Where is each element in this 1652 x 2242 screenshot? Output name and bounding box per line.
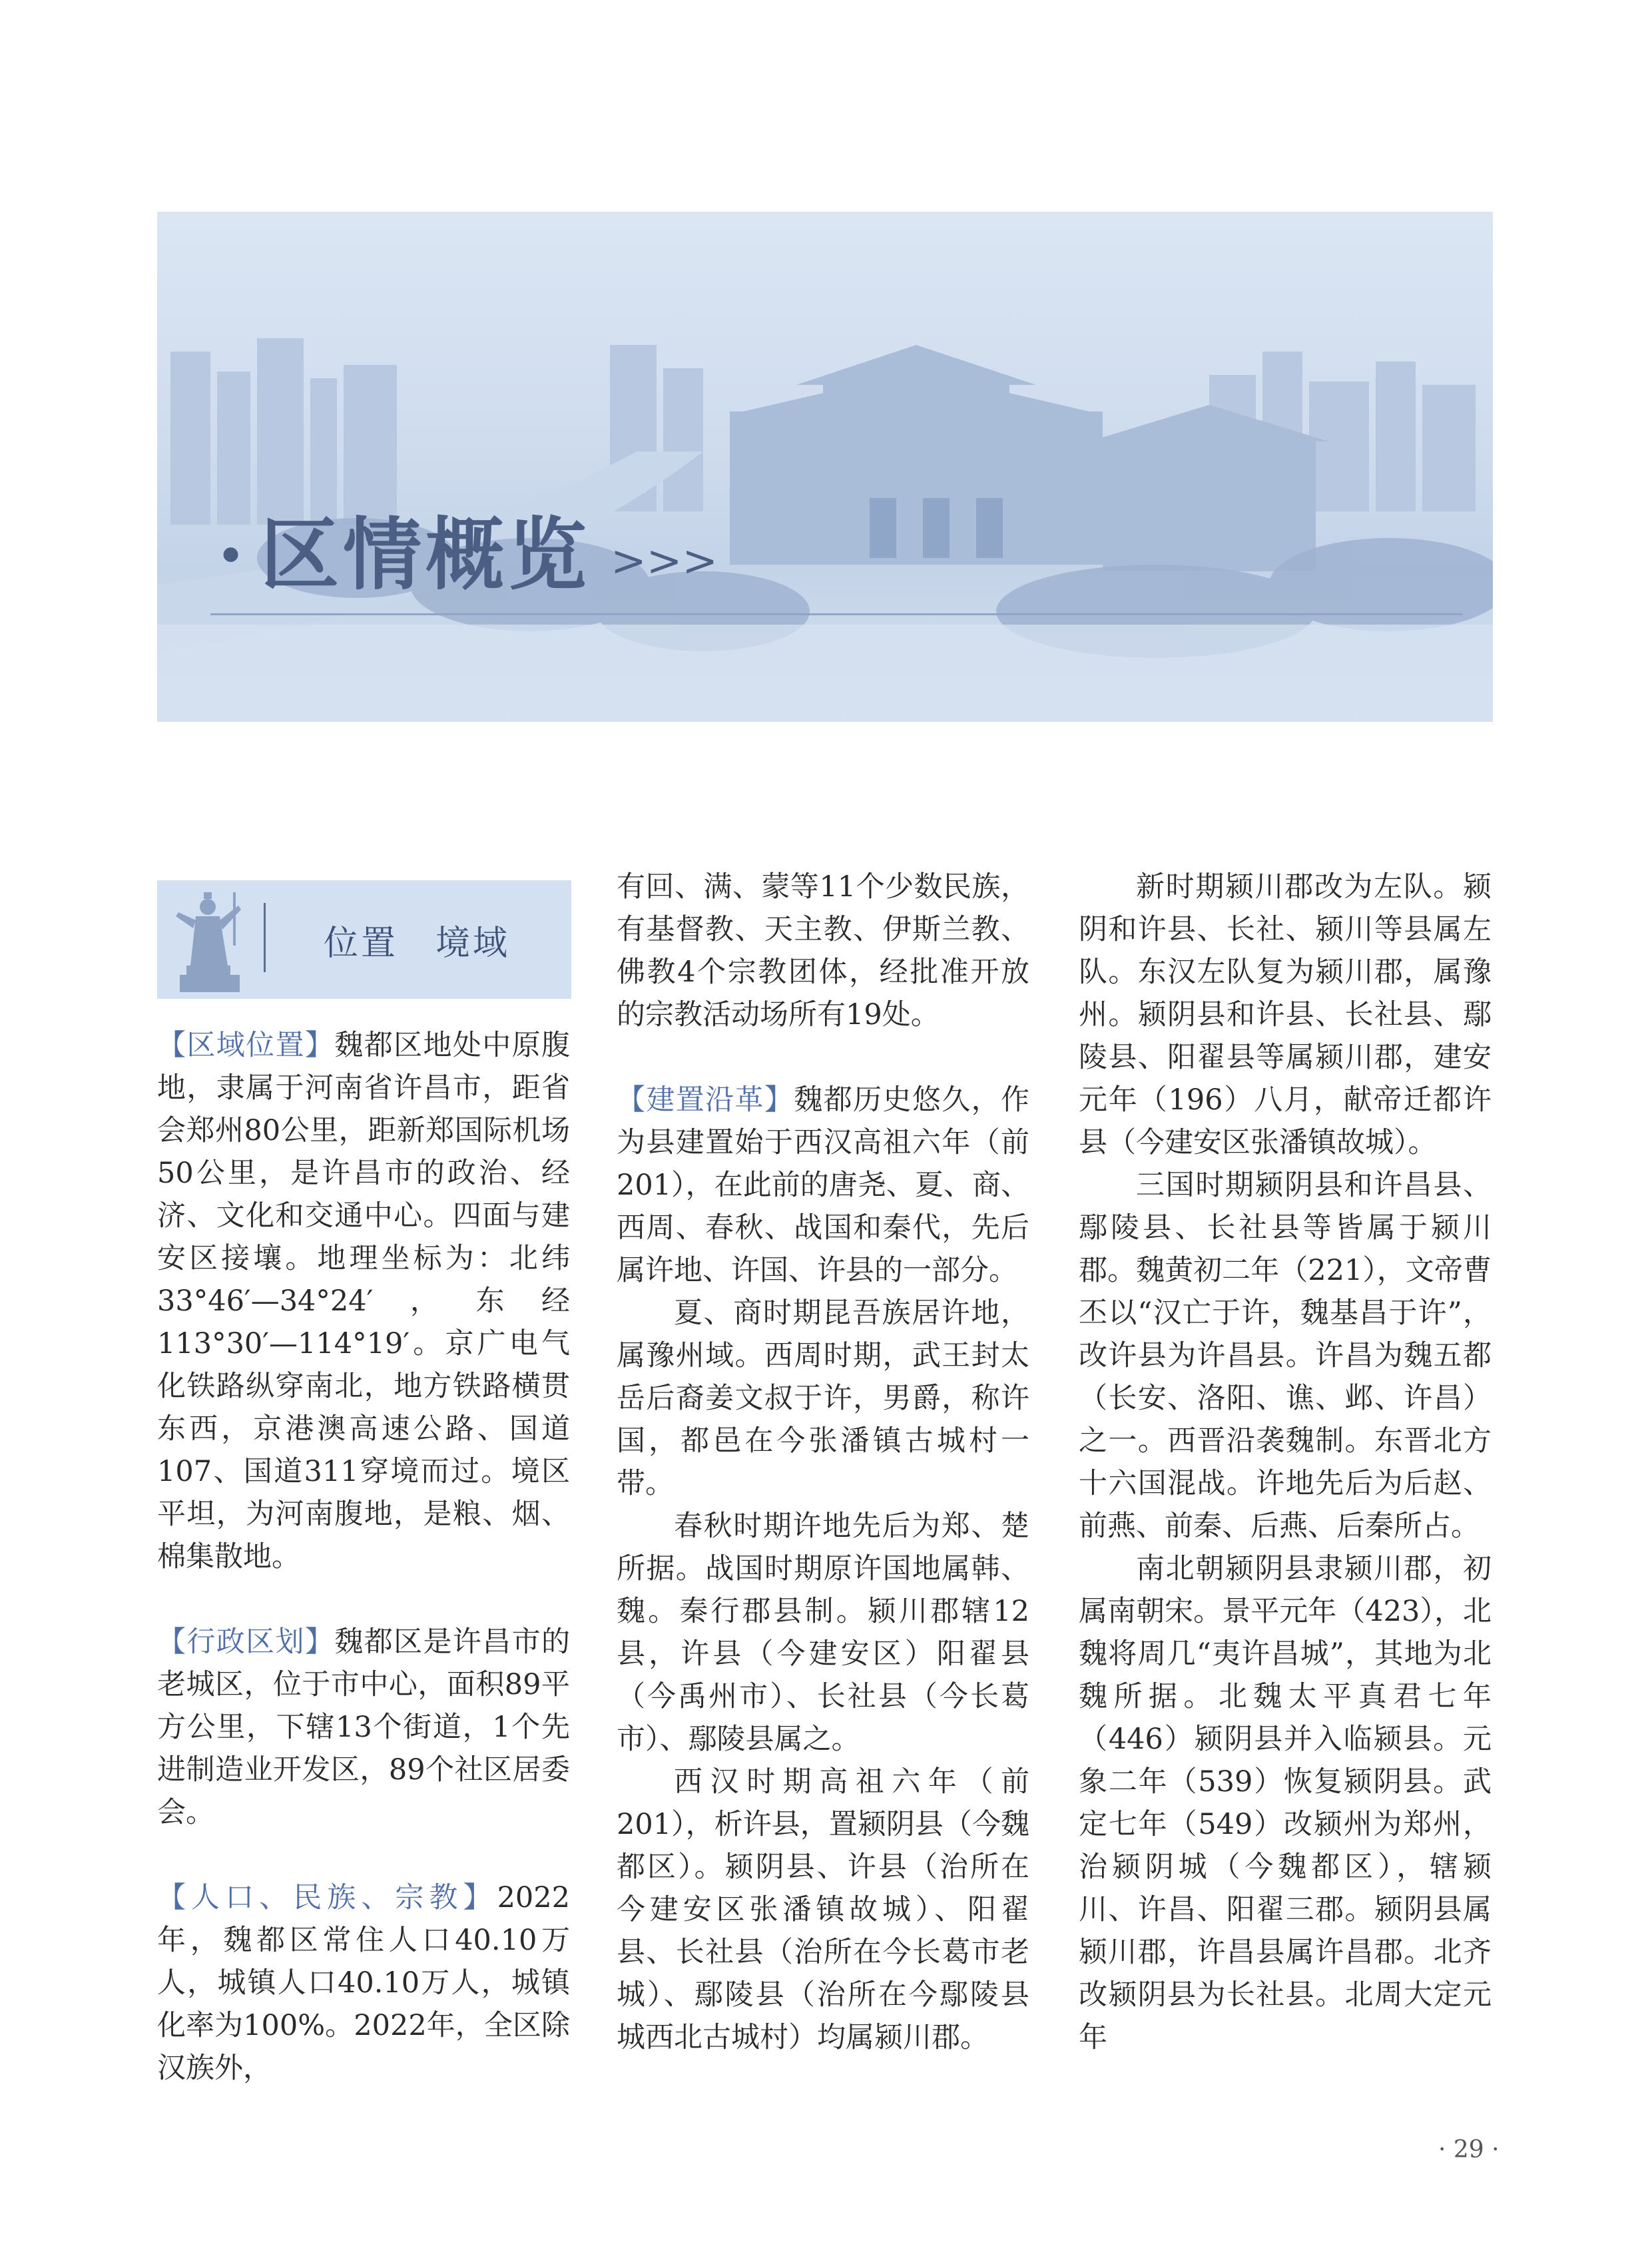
header-divider-line	[264, 903, 266, 972]
paragraph-administrative-division	[157, 1621, 570, 1834]
header-banner	[157, 212, 1493, 722]
paragraph-history	[617, 1079, 1029, 1292]
paragraph-xin-dynasty: 新时期颍川郡改为左队。颍阴和许县、长社、颍川等县属左队。东汉左队复为颍川郡，属豫州。颍阴县和许县、长社县、鄢陵县、阳翟县等属颍川郡，建安元年（196）八月，献帝迁都许县（今建安区张潘镇故城）。	[1079, 870, 1492, 1159]
paragraph-population	[157, 1876, 570, 2090]
subsection-header	[157, 880, 571, 999]
subsection-title: 位置 境域	[324, 924, 511, 964]
column-3	[1079, 866, 1492, 2059]
tag-administrative-division: 【行政区划】	[157, 1625, 335, 1659]
column-2	[617, 866, 1029, 2059]
title-arrows: >>>	[611, 537, 718, 586]
statue-icon	[166, 886, 253, 996]
page-number: · 29 ·	[1438, 2136, 1500, 2163]
section-title	[217, 491, 718, 605]
banner-divider	[210, 613, 1462, 615]
paragraph-western-han: 西汉时期高祖六年（前201），析许县，置颍阴县（今魏都区）。颍阴县、许县（治所在今建安区张潘镇故城）、阳翟县、长社县（治所在今长葛市老城）、鄢陵县（治所在今鄢陵县城西北古城村）均属颍川郡。	[617, 1765, 1029, 2054]
text-history: 魏都历史悠久，作为县建置始于西汉高祖六年（前201），在此前的唐尧、夏、商、西周、春秋、战国和秦代，先后属许地、许国、许县的一部分。	[617, 1083, 1030, 1287]
paragraph-spring-autumn: 春秋时期许地先后为郑、楚所据。战国时期原许国地属韩、魏。秦行郡县制。颍川郡辖12县，许县（今建安区）阳翟县（今禹州市）、长社县（今长葛市）、鄢陵县属之。	[617, 1510, 1029, 1756]
paragraph-ethnic-religion: 有回、满、蒙等11个少数民族，有基督教、天主教、伊斯兰教、佛教4个宗教团体，经批准开放的宗教活动场所有19处。	[617, 870, 1029, 1031]
text-population: 2022年，魏都区常住人口40.10万人，城镇人口40.10万人，城镇化率为100%。2022年，全区除汉族外，	[157, 1881, 570, 2085]
paragraph-xia-shang: 夏、商时期昆吾族居许地，属豫州域。西周时期，武王封太岳后裔姜文叔于许，男爵，称许国，都邑在今张潘镇古城村一带。	[617, 1296, 1029, 1500]
tag-region-location: 【区域位置】	[157, 1029, 335, 1062]
title-text: 区情概览	[260, 508, 591, 601]
text-administrative-division: 魏都区是许昌市的老城区，位于市中心，面积89平方公里，下辖13个街道，1个先进制造业开发区，89个社区居委会。	[157, 1625, 571, 1829]
tag-population: 【人口、民族、宗教】	[157, 1881, 497, 1914]
paragraph-three-kingdoms: 三国时期颍阴县和许昌县、鄢陵县、长社县等皆属于颍川郡。魏黄初二年（221），文帝曹丕以“汉亡于许，魏基昌于许”，改许县为许昌县。许昌为魏五都（长安、洛阳、谯、邺、许昌）之一。西晋沿袭魏制。东晋北方十六国混战。许地先后为后赵、前燕、前秦、后燕、后秦所占。	[1079, 1169, 1492, 1543]
column-1	[157, 866, 570, 2090]
tag-history: 【建置沿革】	[617, 1083, 794, 1117]
city-skyline-illustration	[157, 212, 1493, 722]
title-dot: ·	[217, 508, 249, 601]
paragraph-northern-southern: 南北朝颍阴县隶颍川郡，初属南朝宋。景平元年（423），北魏将周几“夷许昌城”，其地为北魏所据。北魏太平真君七年（446）颍阴县并入临颍县。元象二年（539）恢复颍阴县。武定七年（549）改颍州为郑州，治颍阴城（今魏都区），辖颍川、许昌、阳翟三郡。颍阴县属颍川郡，许昌县属许昌郡。北齐改颍阴县为长社县。北周大定元年	[1079, 1552, 1492, 2054]
paragraph-region-location	[157, 1024, 570, 1578]
text-region-location: 魏都区地处中原腹地，隶属于河南省许昌市，距省会郑州80公里，距新郑国际机场50公里，是许昌市的政治、经济、文化和交通中心。四面与建安区接壤。地理坐标为：北纬33°46′—34°24′，东经113°30′—114°19′。京广电气化铁路纵穿南北，地方铁路横贯东西，京港澳高速公路、国道107、国道311穿境而过。境区平坦，为河南腹地，是粮、烟、棉集散地。	[157, 1029, 571, 1573]
